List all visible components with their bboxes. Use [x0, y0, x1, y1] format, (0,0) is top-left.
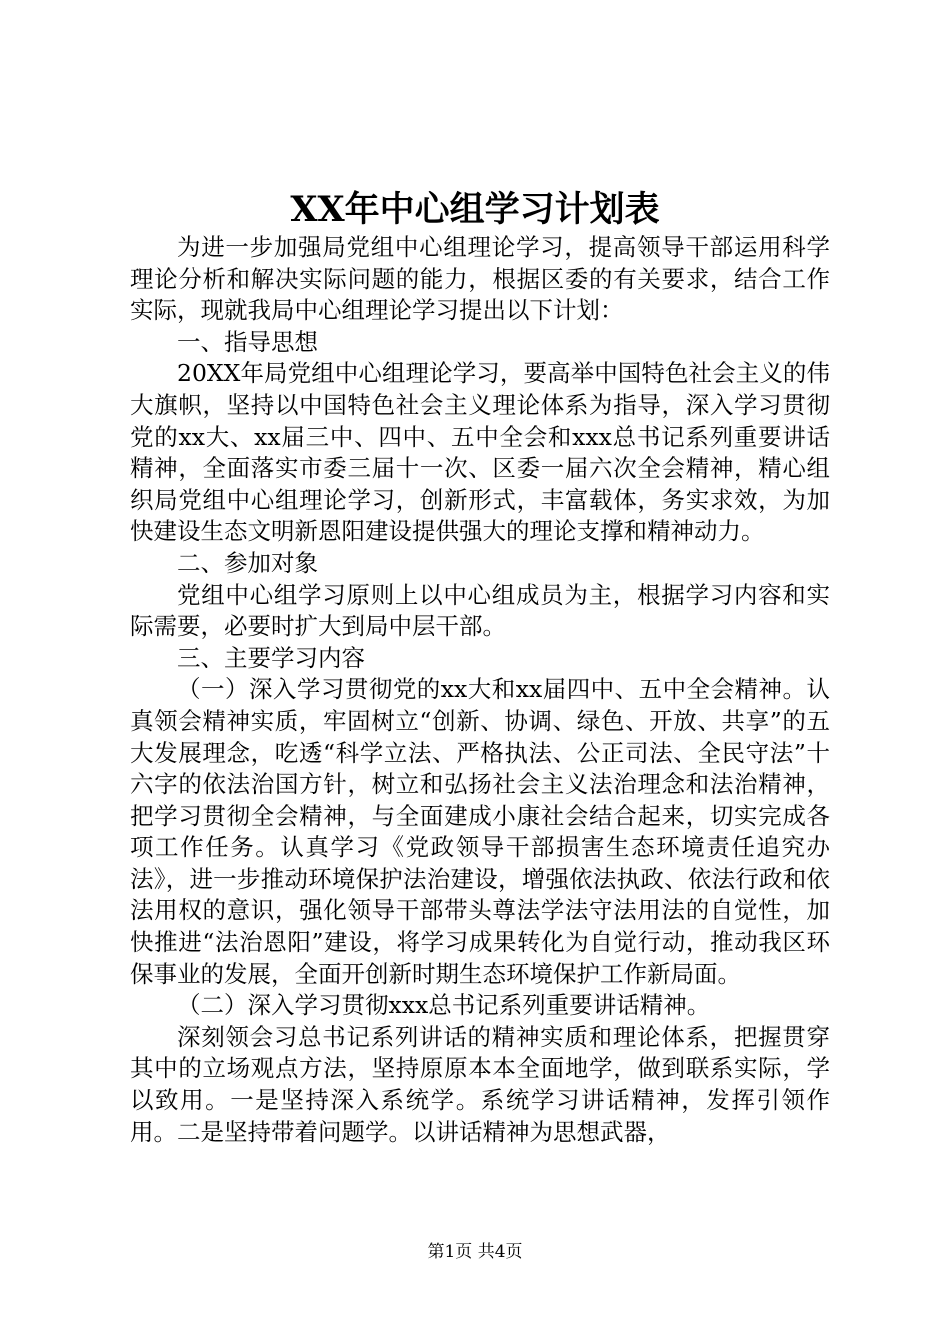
page-number-footer: 第1页 共4页: [427, 1242, 523, 1262]
document-title: XX年中心组学习计划表: [290, 189, 660, 230]
participants-paragraph: 党组中心组学习原则上以中心组成员为主，根据学习内容和实际需要，必要时扩大到局中层干部。: [130, 580, 830, 641]
section-heading-main-content: 三、主要学习内容: [177, 643, 365, 672]
content-item-two-heading: （二）深入学习贯彻xxx总书记系列重要讲话精神。: [177, 991, 711, 1020]
content-item-two-paragraph: 深刻领会习总书记系列讲话的精神实质和理论体系，把握贯穿其中的立场观点方法，坚持原原本本全面地学，做到联系实际，学以致用。一是坚持深入系统学。系统学习讲话精神，发挥引领作用。二是坚持带着问题学。以讲话精神为思想武器，: [130, 1022, 830, 1146]
intro-paragraph: 为进一步加强局党组中心组理论学习，提高领导干部运用科学理论分析和解决实际问题的能力，根据区委的有关要求，结合工作实际，现就我局中心组理论学习提出以下计划：: [130, 233, 830, 325]
section-heading-participants: 二、参加对象: [177, 548, 318, 577]
guiding-thought-paragraph: 20XX年局党组中心组理论学习，要高举中国特色社会主义的伟大旗帜，坚持以中国特色社会主义理论体系为指导，深入学习贯彻党的xx大、xx届三中、四中、五中全会和xxx总书记系列重要讲话精神，全面落实市委三届十一次、区委一届六次全会精神，精心组织局党组中心组理论学习，创新形式，丰富载体，务实求效，为加快建设生态文明新恩阳建设提供强大的理论支撑和精神动力。: [130, 359, 830, 546]
content-item-one-paragraph: （一）深入学习贯彻党的xx大和xx届四中、五中全会精神。认真领会精神实质，牢固树立“创新、协调、绿色、开放、共享”的五大发展理念，吃透“科学立法、严格执法、公正司法、全民守法”十六字的依法治国方针，树立和弘扬社会主义法治理念和法治精神，把学习贯彻全会精神，与全面建成小康社会结合起来，切实完成各项工作任务。认真学习《党政领导干部损害生态环境责任追究办法》，进一步推动环境保护法治建设，增强依法执政、依法行政和依法用权的意识，强化领导干部带头尊法学法守法用法的自觉性，加快推进“法治恩阳”建设，将学习成果转化为自觉行动，推动我区环保事业的发展，全面开创新时期生态环境保护工作新局面。: [130, 675, 830, 988]
document-body: [130, 232, 830, 1148]
section-heading-guiding-thought: 一、指导思想: [177, 327, 318, 356]
